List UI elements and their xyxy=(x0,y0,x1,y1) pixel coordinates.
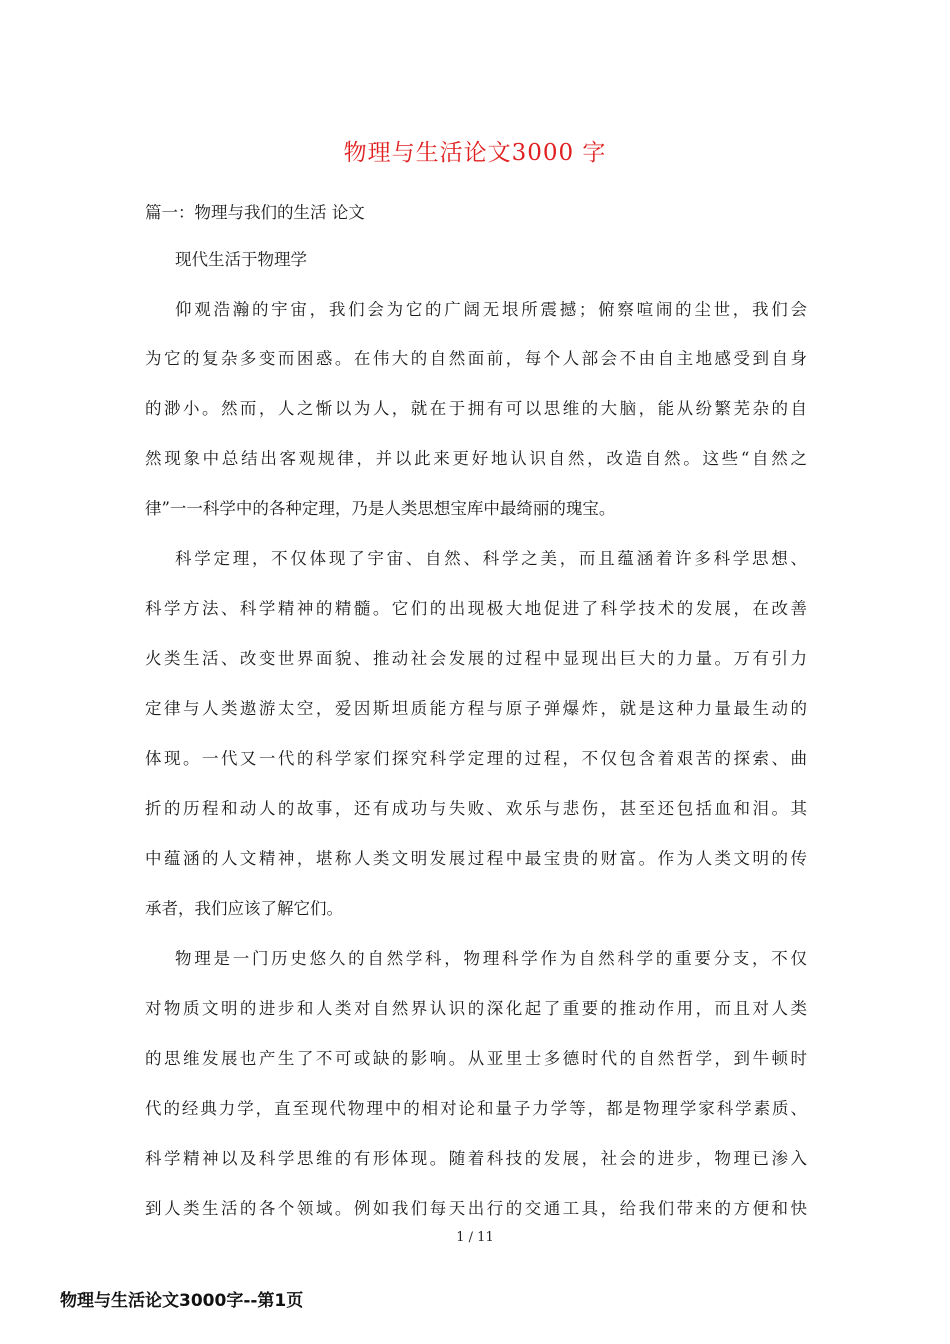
paragraph-2-line-5: 体现。一代又一代的科学家们探究科学定理的过程，不仅包含着艰苦的探索、曲 xyxy=(145,749,807,768)
subheading: 现代生活于物理学 xyxy=(175,250,307,269)
paragraph-2-line-3: 火类生活、改变世界面貌、推动社会发展的过程中显现出巨大的力量。万有引力 xyxy=(145,649,807,668)
paragraph-2-line-4: 定律与人类遨游太空，爱因斯坦质能方程与原子弹爆炸，就是这种力量最生动的 xyxy=(145,699,807,718)
page-number: 1 / 11 xyxy=(456,1230,494,1245)
paragraph-2-line-6: 折的历程和动人的故事，还有成功与失败、欢乐与悲伤，甚至还包括血和泪。其 xyxy=(145,799,807,818)
paragraph-2-line-1: 科学定理，不仅体现了宇宙、自然、科学之美，而且蕴涵着许多科学思想、 xyxy=(175,549,807,568)
paragraph-1-line-4: 然现象中总结出客观规律，并以此来更好地认识自然，改造自然。这些“自然之 xyxy=(145,449,807,468)
paragraph-3-line-2: 对物质文明的进步和人类对自然界认识的深化起了重要的推动作用，而且对人类 xyxy=(145,999,807,1018)
paragraph-3-line-4: 代的经典力学，直至现代物理中的相对论和量子力学等，都是物理学家科学素质、 xyxy=(145,1099,807,1118)
paragraph-3-line-1: 物理是一门历史悠久的自然学科，物理科学作为自然科学的重要分支，不仅 xyxy=(175,949,807,968)
paragraph-2-line-7: 中蕴涵的人文精神，堪称人类文明发展过程中最宝贵的财富。作为人类文明的传 xyxy=(145,849,807,868)
paragraph-3-line-6: 到人类生活的各个领域。例如我们每天出行的交通工具，给我们带来的方便和快 xyxy=(145,1199,807,1218)
paragraph-1-line-3: 的渺小。然而，人之惭以为人，就在于拥有可以思维的大脑，能从纷繁芜杂的自 xyxy=(145,399,807,418)
paragraph-1-line-1: 仰观浩瀚的宇宙，我们会为它的广阔无垠所震撼；俯察喧闹的尘世，我们会 xyxy=(175,300,807,319)
paragraph-2-line-2: 科学方法、科学精神的精髓。它们的出现极大地促进了科学技术的发展，在改善 xyxy=(145,599,807,618)
paragraph-3-line-3: 的思维发展也产生了不可或缺的影响。从亚里士多德时代的自然哲学，到牛顿时 xyxy=(145,1049,807,1068)
document-title: 物理与生活论文3000 字 xyxy=(343,140,607,166)
paragraph-1-line-5: 律”一一科学中的各种定理，乃是人类思想宝库中最绮丽的瑰宝。 xyxy=(145,499,616,518)
paragraph-2-line-8: 承者，我们应该了解它们。 xyxy=(145,899,343,918)
section-heading: 篇一：物理与我们的生活 论文 xyxy=(145,203,365,222)
paragraph-3-line-5: 科学精神以及科学思维的有形体现。随着科技的发展，社会的进步，物理已渗入 xyxy=(145,1149,807,1168)
paragraph-1-line-2: 为它的复杂多变而困惑。在伟大的自然面前，每个人部会不由自主地感受到自身 xyxy=(145,349,807,368)
page-footer: 物理与生活论文3000字--第1页 xyxy=(60,1291,304,1311)
